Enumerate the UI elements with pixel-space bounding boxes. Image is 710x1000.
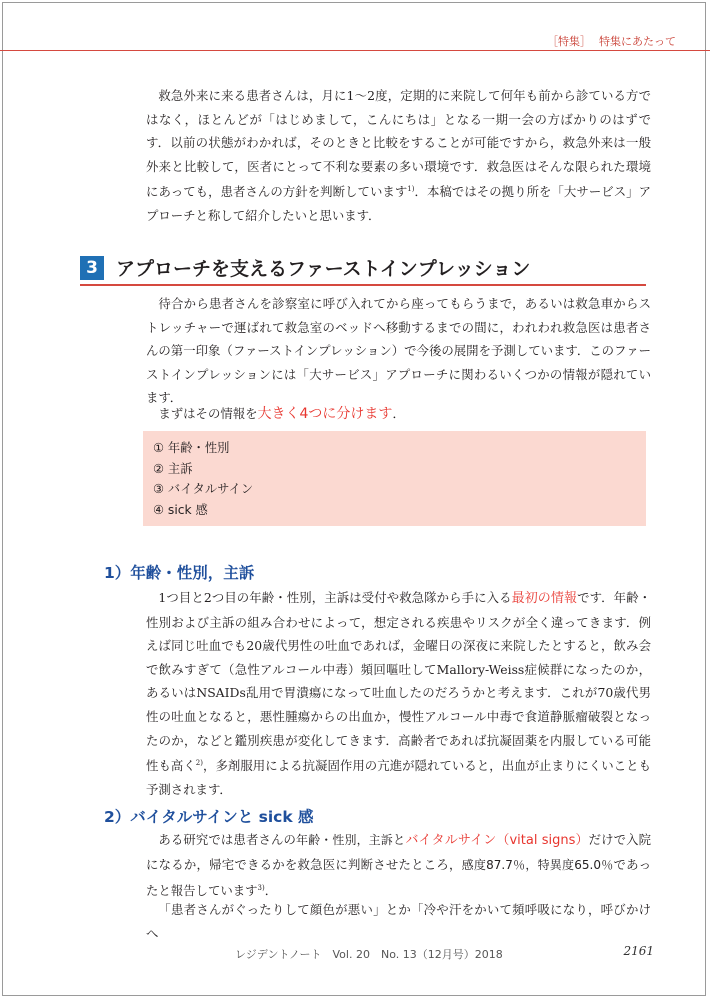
section-number: 3 [80, 256, 104, 280]
intro-tail: ．本稿ではその拠り所を「大サービス」アプローチと称して紹介したいと思います． [146, 184, 651, 223]
sub1-text-tail: ，多剤服用による抗凝固作用の亢進が隠れていると，出血が止まりにくいことも予測されます． [146, 758, 651, 797]
sub2-emphasis-2: 感度87.7％，特異度65.0％ [461, 857, 614, 872]
subheading-2: 2）バイタルサインと sick 感 [104, 808, 314, 826]
subsection-1-paragraph [146, 586, 651, 801]
intro-text: 救急外来に来る患者さんは，月に1～2度，定期的に来院して何年も前から診ている方ではなく，ほとんどが「はじめまして，こんにちは」となる一期一会の方ばかりのはずです．以前の状態がわかれば，そのときと比較をすることが可能ですから，救急外来は一般外来と比較して，医者にとって不利な要素の多い環境です．救急医はそんな限られた環境にあっても，患者さんの方針を判断しています [146, 88, 651, 200]
sub2-highlight: バイタルサイン（vital signs） [405, 833, 589, 848]
running-head-title: 特集にあたって [599, 35, 676, 48]
sub2-text-a: ある研究では患者さんの [158, 832, 296, 847]
section-paragraph-2 [146, 402, 651, 427]
subsection-2-paragraph-2: 「患者さんがぐったりして顔色が悪い」とか「冷や汗をかいて頻呼吸になり，呼びかけへ [146, 902, 651, 941]
page-number: 2161 [623, 944, 654, 958]
list-item: ① 年齢・性別 [153, 441, 230, 455]
para2-highlight: 大きく4つに分けます [257, 406, 393, 422]
para2-pre: まずはその情報を [158, 406, 258, 421]
sub1-text-mid: です．年齢・性別および主訴の組み合わせによって，想定される疾患やリスクが全く違ってきます．例えば同じ吐血でも20歳代男性の吐血であれば，金曜日の深夜に来院したとすると，飲み会で飲みすぎて（急性アルコール中毒）頻回嘔吐してMallory-Weiss症候群になったのか，あるいはNSAIDs乱用で胃潰瘍になって吐血したのだろうかと考えます．これが70歳代男性の吐血となると，悪性腫瘍からの出血か，慢性アルコール中毒で食道静脈瘤破裂となったのか，などと鑑別疾患が変化してきます．高齢者であれば抗凝固薬を内服している可能性も高く [146, 590, 651, 774]
sub2-reference: 3) [257, 884, 265, 893]
footer-journal: レジデントノート Vol. 20 No. 13（12月号）2018 [235, 948, 503, 961]
para2-post: ． [392, 406, 405, 421]
sub2-text-e: だけで入院になるか，帰宅できるかを救急医に判断させたところ， [146, 832, 651, 872]
sub1-highlight: 最初の情報 [511, 591, 578, 606]
list-item: ④ sick 感 [153, 502, 208, 517]
sub1-reference: 2) [195, 759, 203, 768]
section-heading [80, 254, 646, 286]
subsection-2-paragraph [146, 828, 651, 903]
sub2-text-g: であったと報告しています [146, 856, 651, 899]
sub2-text-c: と [392, 832, 406, 847]
intro-paragraph [146, 84, 651, 228]
subheading-1: 1）年齢・性別，主訴 [104, 564, 255, 582]
sub2-text-h: ． [264, 883, 278, 899]
section-paragraph-1: 待合から患者さんを診察室に呼び入れてから座ってもらうまで，あるいは救急車からストレッチャーで運ばれて救急室のベッドへ移動するまでの間に，われわれ救急医は患者さんの第一印象（ファーストインプレッション）で今後の展開を予測しています．このファーストインプレッションには「大サービス」アプローチに関わるいくつかの情報が隠れています． [146, 296, 651, 406]
sub2-emphasis-1: 年齢・性別，主訴 [295, 833, 393, 847]
intro-reference: 1) [407, 185, 415, 194]
list-item: ③ バイタルサイン [153, 482, 254, 496]
sub1-text-pre: 1つ目と2つ目の年齢・性別，主訴は受付や救急隊から手に入る [158, 590, 512, 605]
header-rule [0, 50, 710, 51]
running-head [547, 33, 676, 49]
running-head-tag: ［特集］ [547, 35, 591, 48]
info-list-box [143, 431, 646, 526]
list-item: ② 主訴 [153, 461, 193, 476]
section-title: アプローチを支えるファーストインプレッション [116, 258, 531, 280]
